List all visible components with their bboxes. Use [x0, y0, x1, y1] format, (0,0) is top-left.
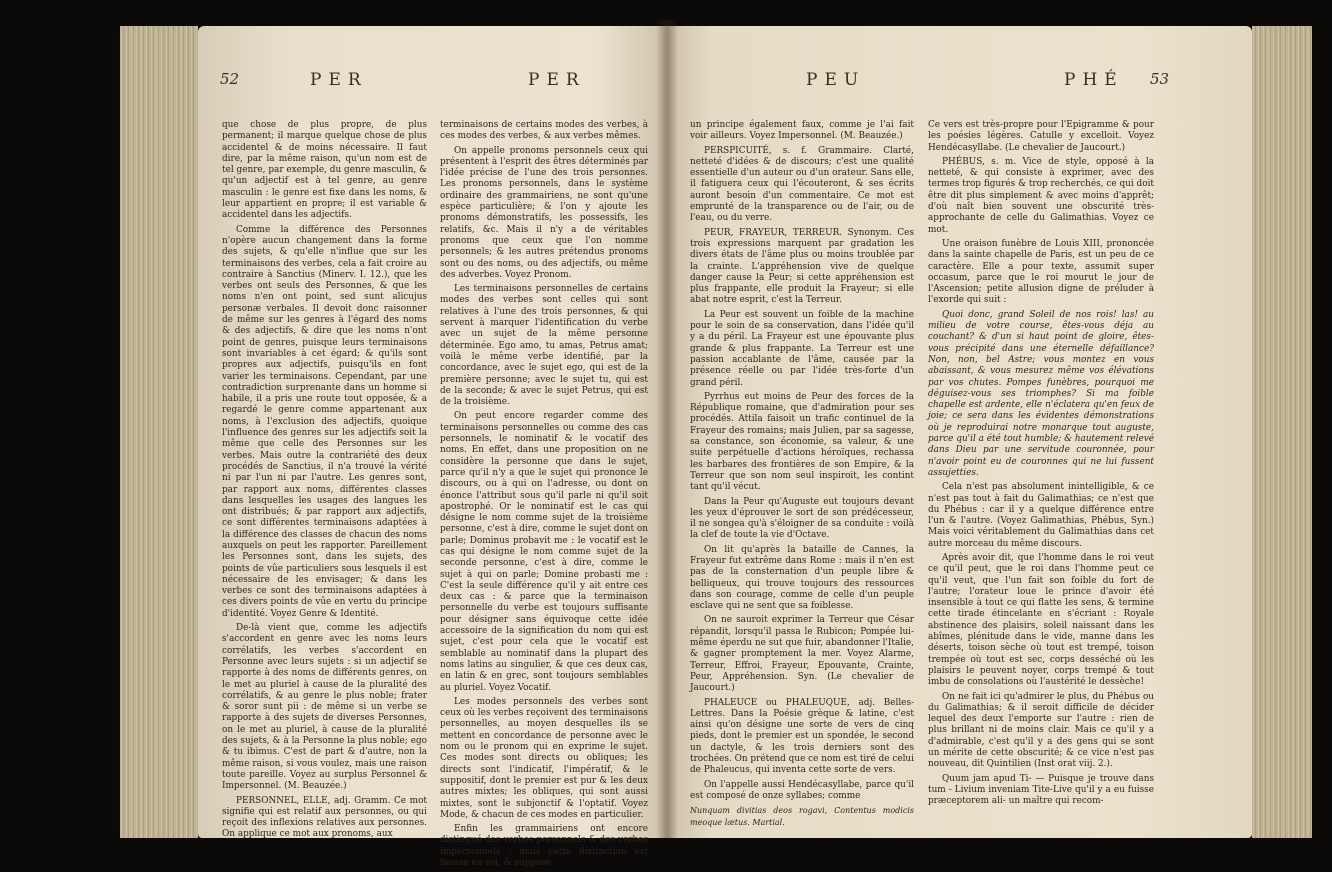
running-head-left: PEU [806, 70, 866, 90]
paragraph: un principe également faux, comme je l'ai fait voir ailleurs. Voyez Impersonnel. (M. Beauzée.) [690, 120, 914, 142]
column-1 [690, 120, 914, 831]
paragraph: Cela n'est pas absolument inintelligible, & ce n'est pas tout à fait du Galimathias; ce n'est que du Phébus : car il y a quelque différence entre l'un & l'autre. (Voyez Galimathias, Phébus, Syn.) Mais voici véritablement du Galimathias dans cet autre morceau du même discours. [928, 482, 1154, 549]
paragraph: Quum jam apud Ti- — Puisque je trouve dans tum - Livium inveniam Tite-Live qu'il y a eu fuisse præceptorem ali- un maître qui recom- [928, 773, 1154, 807]
paragraph: Pyrrhus eut moins de Peur des forces de la République romaine, que d'admiration pour ses procédés. Attila faisoit un trafic continuel de la Frayeur des romains; mais Julien, par sa sagesse, sa constance, son économie, sa valeur, & une suite perpétuelle d'actions héroïques, rechassa les barbares des frontières de son Empire, & la Terreur que son nom seul inspiroit, les contint tant qu'il vécut. [690, 391, 914, 493]
paragraph: PERSPICUITÉ, s. f. Grammaire. Clarté, netteté d'idées & de discours; c'est une qualité essentielle d'un auteur ou d'un orateur. Sans elle, il fatiguera ceux qui l'écouteront, & ses écrits auront besoin d'un commentaire. Ce mot est emprunté de la transparence ou de l'air, ou de l'eau, ou du verre. [690, 145, 914, 224]
paragraph: On ne fait ici qu'admirer le plus, du Phébus ou du Galimathias; & il seroit difficile de décider lequel des deux l'emporte sur l'autre : rien de plus brillant ni de moins clair. Mais ce qu'il y a d'admirable, c'est qu'il y a des gens qui se sont un mérite de cette obscurité; & ce vice n'est pas nouveau, dit Quintilien (Inst orat viij. 2.). [928, 691, 1154, 770]
paragraph: La Peur est souvent un foible de la machine pour le soin de sa conservation, dans l'idée qu'il y a du péril. La Frayeur est une épouvante plus grande & plus frappante. La Terreur est une passion accablante de l'âme, causée par la présence réelle ou par l'idée très-forte d'un grand péril. [690, 309, 914, 388]
page-number: 53 [1150, 70, 1170, 88]
paragraph: Les modes personnels des verbes sont ceux où les verbes reçoivent des terminaisons personnelles, au moyen desquelles ils se mettent en concordance de personne avec le nom ou le pronom qui en exprime le sujet. Ces modes sont directs ou obliques; les directs sont l'indicatif, l'impératif, & le suppositif, dont le premier est pur & les deux autres mixtes; les obliques, qui sont aussi mixtes, sont le subjonctif & l'optatif. Voyez Mode, & chacun de ces modes en particulier. [440, 696, 648, 820]
paragraph: Quoi donc, grand Soleil de nos rois! las! au milieu de votre course, êtes-vous déja au couchant? & d'un si haut point de gloire, êtes-vous précipité dans une éternelle défaillance? Non, non, bel Astre; vous montez en vous abaissant, & vous mesurez même vos élévations par vos chutes. Pompes funèbres, pourquoi me déguisez-vous ses triomphes? Si ma foible chapelle est ardente, elle n'éclatera qu'en feux de joie; ce sera dans les évidentes démonstrations où je reproduirai notre monarque tout auguste, parce qu'il a été tout humble; & hautement relevé dans Dieu par une servitude couronnée, pour n'avoir point eu de couronnes qui ne lui fussent assujetties. [928, 309, 1154, 478]
running-head-right: PER [528, 70, 586, 90]
paragraph: On lit qu'après la bataille de Cannes, la Frayeur fut extrême dans Rome : mais il n'en est pas de la consternation d'un peuple libre & belliqueux, qui trouve toujours des ressources dans son courage, comme de celle d'un peuple esclave qui ne sent que sa foiblesse. [690, 544, 914, 612]
paragraph: On ne sauroit exprimer la Terreur que César répandit, lorsqu'il passa le Rubicon; Pompée lui-même éperdu ne sut que fuir, abandonner l'Italie, & gagner promptement la mer. Voyez Alarme, Terreur, Effroi, Frayeur, Epouvante, Crainte, Peur, Appréhension. Syn. (Le chevalier de Jaucourt.) [690, 615, 914, 694]
paragraph: Après avoir dit, que l'homme dans le roi veut ce qu'il peut, que le roi dans l'homme peut ce qu'il veut, que l'un fait son foible du fort de l'autre; l'orateur loue le prince d'avoir été insensible à tout ce qui flatte les sens, & termine cette tirade étincelante en s'écriant : Royale abstinence des plaisirs, soleil naissant dans les abîmes, plénitude dans le vide, manne dans les déserts, toison sèche où tout est trempé, toison trempée où tout est sec, corps desséché où les plaisirs le peuvent noyer, corps trempé & tout imbu de consolations où l'austérité le dessèche! [928, 552, 1154, 688]
paragraph: PHÉBUS, s. m. Vice de style, opposé à la netteté, & qui consiste à exprimer, avec des termes trop figurés & trop recherchés, ce qui doit être dit plus simplement & avec moins d'apprêt; d'où naît bien souvent une obscurité très-approchante de celle du Galimathias. Voyez ce mot. [928, 156, 1154, 235]
column-2 [928, 120, 1154, 811]
page-number: 52 [220, 70, 240, 88]
paragraph: De-là vient que, comme les adjectifs s'accordent en genre avec les noms leurs corrélatifs, les verbes s'accordent en Personne avec leurs sujets : si un adjectif se rapporte à des noms de différents genres, on le met au pluriel à cause de la pluralité des corrélatifs, & au genre le plus noble; frater & soror sunt pii : de même si un verbe se rapporte à des sujets de diverses Personnes, on le met au pluriel, à cause de la pluralité des sujets, & à la Personne la plus noble; ego & tu ibimus. C'est de part & d'autre, non la même raison, si vous voulez, mais une raison toute pareille. Voyez au surplus Personnel & Impersonnel. (M. Beauzée.) [222, 623, 427, 792]
page-edges [120, 26, 198, 838]
paragraph: On peut encore regarder comme des terminaisons personnelles ou comme des cas personnels, le nominatif & le vocatif des noms. En effet, dans une proposition on ne considère la personne que dans le sujet, parce qu'il n'y a que le sujet qui prononce le discours, ou à qui on l'adresse, ou dont on énonce l'attribut sous qu'il parle ni qu'il soit apostrophé. Or le nominatif est le cas qui désigne le nom comme sujet de la troisième personne, c'est à dire, comme le sujet dont on parle; Dominus probavit me : le vocatif est le cas qui désigne le nom comme sujet de la seconde personne, c'est à dire, comme le sujet à qui on parle; Domine probasti me : C'est la seule différence qu'il y ait entre ces deux cas : & parce que la terminaison personnelle du verbe est toujours suffisante pour désigner sans équivoque cette idée accessoire de la signification du nom qui est sujet, c'est pour cela que le vocatif est semblable au nominatif dans la plupart des noms latins au singulier, & que ces deux cas, en latin & en grec, sont toujours semblables au pluriel. Voyez Vocatif. [440, 411, 648, 693]
book-gutter [656, 20, 678, 838]
paragraph: PEUR, FRAYEUR, TERREUR. Synonym. Ces trois expressions marquent par gradation les divers états de l'âme plus ou moins troublée par la crainte. L'appréhension vive de quelque danger cause la Peur; si cette appréhension est plus frappante, elle produit la Frayeur; si elle abat notre esprit, c'est la Terreur. [690, 227, 914, 306]
column-1 [222, 120, 427, 844]
paragraph: Une oraison funèbre de Louis XIII, prononcée dans la sainte chapelle de Paris, est un peu de ce caractère. Elle a pour texte, assumit super occasum, parce que le roi mourut le jour de l'Ascension; petite allusion digne de préluder à l'exorde qui suit : [928, 238, 1154, 306]
paragraph: Comme la différence des Personnes n'opère aucun changement dans la forme des sujets, & qu'elle n'influe que sur les terminaisons des verbes, cela a fait croire au contraire à Sanctius (Minerv. I. 12.), que les verbes ont seuls des Personnes, & que les noms n'en ont point, sed sunt alicujus personæ verbales. Il devoit donc raisonner de même sur les genres à l'égard des noms & des adjectifs, & dire que les noms n'ont point de genres, puisque leurs terminaisons sont invariables à cet égard; & qu'ils sont propres aux adjectifs, puisqu'ils en font varier les terminaisons. Cependant, par une contradiction surprenante dans un homme si habile, il a pris une route tout opposée, & a regardé le genre comme appartenant aux noms, à l'exclusion des adjectifs, quoique l'influence des genres sur les adjectifs soit la même que celle des Personnes sur les verbes. Mais outre la contrariété des deux procédés de Sanctius, il n'a trouvé la vérité ni par l'un ni par l'autre. Les genres sont, par rapport aux noms, différentes classes dans lesquelles les usages des langues les ont distribués; & par rapport aux adjectifs, ce sont différentes terminaisons adaptées à la différence des classes de chacun des noms auxquels on peut les rapporter. Pareillement les Personnes sont, dans les sujets, des points de vûe particuliers sous lesquels il est nécessaire de les envisager; & dans les verbes ce sont des terminaisons adaptées à ces divers points de vûe en vertu du principe d'identité. Voyez Genre & Identité. [222, 224, 427, 619]
page-edges-right [1252, 26, 1312, 838]
running-head-left: PER [310, 70, 368, 90]
paragraph: PERSONNEL, ELLE, adj. Gramm. Ce mot signifie qui est relatif aux personnes, ou qui reçoit des inflexions relatives aux personnes. On applique ce mot aux pronoms, aux [222, 795, 427, 840]
paragraph: On appelle pronoms personnels ceux qui présentent à l'esprit des êtres déterminés par l'idée précise de l'une des trois personnes. Les pronoms personnels, dans le système ordinaire des grammairiens, ne sont qu'une espèce particulière; & l'on y ajoute les pronoms démonstratifs, les possessifs, les relatifs, &c. Mais il n'y a de véritables pronoms que ceux que l'on nomme personnels; & les autres prétendus pronoms sont ou des noms, ou des adjectifs, ou même des adverbes. Voyez Pronom. [440, 145, 648, 280]
paragraph: PHALEUCE ou PHALEUQUE, adj. Belles-Lettres. Dans la Poésie grèque & latine, c'est ainsi qu'on désigne une sorte de vers de cinq pieds, dont le premier est un spondée, le second un dactyle, & les trois derniers sont des trochées. On prétend que ce nom est tiré de celui de Phaleucus, qui inventa cette sorte de vers. [690, 697, 914, 776]
verse-quote: Nunquam divitias deos rogavi, Contentus modicis meoque lætus. Martial. [690, 806, 914, 827]
paragraph: Les terminaisons personnelles de certains modes des verbes sont celles qui sont relatives à l'une des trois personnes, & qui servent à marquer l'identification du verbe avec un sujet de la même personne déterminée. Ego amo, tu amas, Petrus amat; voilà le même verbe identifié, par la concordance, avec le sujet ego, qui est de la première personne; avec le sujet tu, qui est de la seconde; & avec le sujet Petrus, qui est de la troisième. [440, 284, 648, 408]
paragraph: Ce vers est très-propre pour l'Epigramme & pour les poésies légères. Catulle y excelloit. Voyez Hendécasyllabe. (Le chevalier de Jaucourt.) [928, 120, 1154, 153]
paragraph: On l'appelle aussi Hendécasyllabe, parce qu'il est composé de onze syllabes; comme [690, 779, 914, 801]
column-2 [440, 120, 648, 872]
paragraph: terminaisons de certains modes des verbes, à ces modes des verbes, & aux verbes mêmes. [440, 120, 648, 142]
right-page [666, 26, 1252, 838]
left-page [198, 26, 666, 868]
paragraph: Dans la Peur qu'Auguste eut toujours devant les yeux d'éprouver le sort de son prédécesseur, il ne songea qu'à s'éloigner de sa conduite : voilà la clef de toute la vie d'Octave. [690, 496, 914, 541]
running-head-right: PHÉ [1064, 70, 1124, 90]
paragraph: que chose de plus propre, de plus permanent; il marque quelque chose de plus accidentel & de moins nécessaire. Il faut dire, par la même raison, qu'un nom est de tel genre, par exemple, du genre masculin, & qu'un adjectif est à tel genre, au genre masculin : le genre est fixe dans les noms, & leur appartient en propre; il est variable & accidentel dans les adjectifs. [222, 120, 427, 221]
paragraph: Enfin les grammairiens ont encore distingué des verbes personnels & des verbes impersonnels : mais cette distinction est fausse en soi, & suppose [440, 824, 648, 868]
